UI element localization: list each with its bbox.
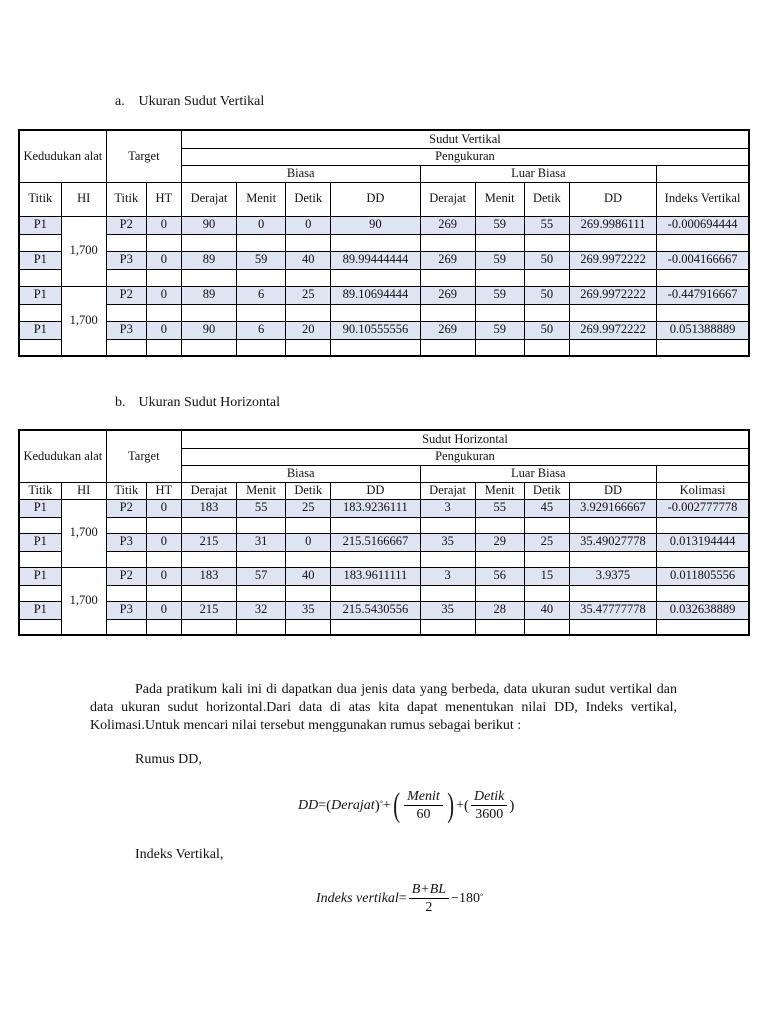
table-cell: P1 [19,216,61,234]
empty-cell [657,619,749,635]
table-cell: 269 [420,321,475,339]
table-cell: 0 [146,533,181,551]
empty-cell [569,551,656,567]
table-row [19,567,749,585]
header-empty-cell [657,465,749,482]
empty-cell [106,517,146,533]
empty-cell [475,517,524,533]
hi-cell: 1,700 [61,216,106,286]
empty-cell [237,269,286,286]
empty-cell [237,585,286,601]
table-row [19,321,749,339]
table-cell: P1 [19,321,61,339]
empty-cell [237,517,286,533]
header-sudut-horizontal: Sudut Horizontal [181,430,749,448]
fraction-menit [404,789,443,823]
table-cell: 215 [181,601,236,619]
table-cell: 269 [420,286,475,304]
empty-cell [524,269,569,286]
empty-cell [181,234,236,251]
header-pengukuran: Pengukuran [181,448,749,465]
table-row [19,286,749,304]
column-header: Derajat [420,482,475,499]
formula-iv-minus: −180 [451,891,480,906]
paren-close-icon: ) [374,797,380,814]
vertical-angle-table [18,129,750,357]
table-cell: 56 [475,567,524,585]
table-cell: 89 [181,251,236,269]
formula-dd-derajat: Derajat [331,798,375,813]
table-cell: P3 [106,321,146,339]
table-cell: 40 [286,567,331,585]
column-header: DD [331,482,420,499]
empty-cell [657,585,749,601]
empty-cell [420,619,475,635]
empty-cell [19,585,61,601]
section-b-title: Ukuran Sudut Horizontal [138,395,281,410]
empty-cell [569,339,656,356]
column-header: DD [569,482,656,499]
table-cell: 25 [286,286,331,304]
table-cell: 50 [524,321,569,339]
empty-cell [420,304,475,321]
empty-cell [181,517,236,533]
fraction-menit-den: 60 [416,807,431,822]
table-cell: P3 [106,251,146,269]
header-kedudukan-alat: Kedudukan alat [19,430,106,482]
fraction-b-bl [409,882,449,916]
table-row [19,216,749,234]
header-biasa: Biasa [181,165,420,182]
table-cell: -0.447916667 [657,286,749,304]
empty-cell [569,304,656,321]
table-cell: 90 [181,216,236,234]
empty-cell [286,585,331,601]
table-cell: 29 [475,533,524,551]
empty-cell [569,269,656,286]
table-cell: P1 [19,533,61,551]
empty-cell [106,234,146,251]
formula-dd-lhs: DD [298,798,319,813]
header-pengukuran: Pengukuran [181,148,749,165]
table-cell: 0 [286,216,331,234]
empty-cell [286,304,331,321]
fraction-detik [471,789,507,823]
table-cell: 59 [475,216,524,234]
section-b-heading [115,395,280,411]
empty-cell [569,517,656,533]
column-header: Titik [106,182,146,216]
empty-cell [286,619,331,635]
empty-cell [420,234,475,251]
table-cell: 35 [286,601,331,619]
empty-cell [524,551,569,567]
table-cell: 89 [181,286,236,304]
column-header: Titik [19,482,61,499]
table-cell: P1 [19,567,61,585]
empty-cell [569,234,656,251]
table-cell: 0 [146,216,181,234]
column-header-row [19,182,749,216]
paren-open-icon: ( [464,797,470,814]
empty-cell [106,619,146,635]
table-row [19,533,749,551]
column-header: Menit [237,482,286,499]
spacer-row [19,585,749,601]
fraction-detik-num: Detik [471,789,507,806]
column-header: HT [146,482,181,499]
empty-cell [657,551,749,567]
formula-indeks-vertikal [316,880,483,918]
table-cell: 269.9972222 [569,286,656,304]
empty-cell [286,234,331,251]
empty-cell [237,551,286,567]
table-cell: P3 [106,533,146,551]
table-cell: P1 [19,499,61,517]
empty-cell [420,551,475,567]
table-cell: 0 [237,216,286,234]
table-cell: 269.9972222 [569,321,656,339]
table-cell: 6 [237,321,286,339]
table-row [19,601,749,619]
empty-cell [331,339,420,356]
horizontal-angle-table [18,429,750,636]
empty-cell [524,517,569,533]
table-cell: 0.032638889 [657,601,749,619]
empty-cell [286,551,331,567]
empty-cell [657,304,749,321]
header-target: Target [106,430,181,482]
table-cell: P2 [106,286,146,304]
empty-cell [657,269,749,286]
spacer-row [19,619,749,635]
column-header: HI [61,182,106,216]
table-cell: 90 [331,216,420,234]
header-luar-biasa: Luar Biasa [420,465,657,482]
table-cell: 28 [475,601,524,619]
table-cell: 215.5430556 [331,601,420,619]
table-cell: 59 [475,251,524,269]
header-target: Target [106,130,181,182]
column-header: DD [331,182,420,216]
rumus-dd-label: Rumus DD, [135,752,202,767]
empty-cell [475,234,524,251]
empty-cell [19,551,61,567]
table-cell: 0 [146,251,181,269]
empty-cell [106,551,146,567]
table-cell: 55 [524,216,569,234]
empty-cell [146,551,181,567]
empty-cell [106,304,146,321]
empty-cell [106,269,146,286]
column-header: Titik [19,182,61,216]
table-cell: 0 [286,533,331,551]
empty-cell [146,339,181,356]
formula-iv-eq: = [398,891,407,906]
table-cell: 59 [475,286,524,304]
empty-cell [657,517,749,533]
column-header-row [19,482,749,499]
empty-cell [524,234,569,251]
empty-cell [146,304,181,321]
column-header: HI [61,482,106,499]
empty-cell [657,234,749,251]
column-header: Detik [524,182,569,216]
fraction-detik-den: 3600 [475,807,504,822]
formula-iv-lhs: Indeks vertikal [316,891,399,906]
table-cell: 40 [524,601,569,619]
table-cell: 50 [524,251,569,269]
paren-close-icon: ) [509,797,515,814]
column-header: Derajat [420,182,475,216]
table-cell: -0.002777778 [657,499,749,517]
column-header: Titik [106,482,146,499]
table-cell: 183 [181,499,236,517]
table-cell: P1 [19,251,61,269]
table-cell: 31 [237,533,286,551]
empty-cell [237,304,286,321]
column-header: Menit [475,182,524,216]
empty-cell [106,585,146,601]
table-cell: 3 [420,499,475,517]
degree-icon: ° [479,891,484,901]
table-cell: 55 [475,499,524,517]
empty-cell [181,269,236,286]
column-header: Derajat [181,182,236,216]
table-cell: 89.10694444 [331,286,420,304]
table-cell: 0 [146,601,181,619]
empty-cell [237,619,286,635]
header-luar-biasa: Luar Biasa [420,165,657,182]
empty-cell [569,619,656,635]
spacer-row [19,234,749,251]
table-cell: 215 [181,533,236,551]
header-empty-cell [657,165,749,182]
table-cell: 183 [181,567,236,585]
empty-cell [331,517,420,533]
table-cell: 59 [475,321,524,339]
empty-cell [331,234,420,251]
header-biasa: Biasa [181,465,420,482]
section-a-heading [115,94,264,110]
empty-cell [181,339,236,356]
empty-cell [331,269,420,286]
table-cell: 0 [146,321,181,339]
paragraph-text: Pada pratikum kali ini di dapatkan dua jenis data yang berbeda, data ukuran sudut vertikal dan data ukuran sudut horizontal.Dari data di atas kita dapat menentukan nilai DD, Indeks vertikal, Kolimasi.Untuk mencari nilai tersebut menggunakan rumus sebagai berikut : [90,682,677,733]
empty-cell [19,517,61,533]
table-cell: 89.99444444 [331,251,420,269]
table-row [19,251,749,269]
table-cell: P1 [19,286,61,304]
table-cell: 3.929166667 [569,499,656,517]
table-cell: 269 [420,251,475,269]
empty-cell [19,269,61,286]
spacer-row [19,304,749,321]
header-sudut-vertikal: Sudut Vertikal [181,130,749,148]
column-header: Detik [524,482,569,499]
table-cell: 269 [420,216,475,234]
indeks-vertikal-label: Indeks Vertikal, [135,847,224,862]
spacer-row [19,339,749,356]
table-cell: P1 [19,601,61,619]
table-cell: 35.47777778 [569,601,656,619]
table-cell: 25 [286,499,331,517]
formula-dd-eq: = [318,798,327,813]
table-cell: 57 [237,567,286,585]
table-cell: 0.011805556 [657,567,749,585]
empty-cell [524,304,569,321]
empty-cell [475,619,524,635]
empty-cell [420,585,475,601]
table-cell: 3 [420,567,475,585]
table-cell: P3 [106,601,146,619]
table-cell: 90 [181,321,236,339]
empty-cell [524,339,569,356]
column-header: Menit [237,182,286,216]
column-header: HT [146,182,181,216]
empty-cell [146,585,181,601]
table-cell: 269.9986111 [569,216,656,234]
table-cell: 269.9972222 [569,251,656,269]
empty-cell [181,619,236,635]
table-cell: -0.004166667 [657,251,749,269]
table-cell: 0 [146,499,181,517]
table-cell: 35 [420,533,475,551]
empty-cell [19,234,61,251]
empty-cell [420,517,475,533]
empty-cell [420,269,475,286]
column-header: DD [569,182,656,216]
empty-cell [286,339,331,356]
big-paren-close-icon: ) [447,787,454,824]
empty-cell [475,585,524,601]
column-header: Derajat [181,482,236,499]
empty-cell [420,339,475,356]
table-cell: 45 [524,499,569,517]
table-cell: -0.000694444 [657,216,749,234]
table-cell: 50 [524,286,569,304]
table-cell: 40 [286,251,331,269]
empty-cell [237,234,286,251]
empty-cell [657,339,749,356]
table-cell: 0.051388889 [657,321,749,339]
explanation-paragraph [90,681,677,735]
empty-cell [475,304,524,321]
empty-cell [286,517,331,533]
column-header: Kolimasi [657,482,749,499]
table-cell: 215.5166667 [331,533,420,551]
table-cell: 55 [237,499,286,517]
empty-cell [286,269,331,286]
table-cell: 59 [237,251,286,269]
empty-cell [146,619,181,635]
empty-cell [146,269,181,286]
empty-cell [475,269,524,286]
table-row [19,499,749,517]
table-cell: 183.9236111 [331,499,420,517]
column-header: Menit [475,482,524,499]
table-cell: 20 [286,321,331,339]
hi-cell: 1,700 [61,567,106,635]
table-cell: 25 [524,533,569,551]
empty-cell [475,551,524,567]
empty-cell [19,339,61,356]
fraction-b-bl-den: 2 [425,900,433,915]
spacer-row [19,551,749,567]
empty-cell [331,619,420,635]
table-cell: 15 [524,567,569,585]
section-a-title: Ukuran Sudut Vertikal [138,94,265,109]
table-cell: P2 [106,499,146,517]
empty-cell [331,551,420,567]
table-cell: 0 [146,286,181,304]
section-a-label: a. [115,94,125,109]
table-cell: 0 [146,567,181,585]
empty-cell [524,619,569,635]
spacer-row [19,269,749,286]
empty-cell [181,551,236,567]
empty-cell [524,585,569,601]
empty-cell [331,585,420,601]
hi-cell: 1,700 [61,286,106,356]
spacer-row [19,517,749,533]
empty-cell [569,585,656,601]
hi-cell: 1,700 [61,499,106,567]
empty-cell [19,304,61,321]
column-header: Detik [286,482,331,499]
empty-cell [19,619,61,635]
fraction-menit-num: Menit [404,789,443,806]
table-cell: 0.013194444 [657,533,749,551]
table-cell: 3.9375 [569,567,656,585]
big-paren-open-icon: ( [393,787,400,824]
column-header: Indeks Vertikal [657,182,749,216]
empty-cell [181,304,236,321]
empty-cell [106,339,146,356]
empty-cell [181,585,236,601]
table-cell: 35.49027778 [569,533,656,551]
section-b-label: b. [115,395,126,410]
table-cell: 183.9611111 [331,567,420,585]
table-cell: 35 [420,601,475,619]
formula-dd [298,784,514,828]
table-cell: P2 [106,216,146,234]
paren-open-icon: ( [326,797,332,814]
formula-dd-plus-1: + [382,798,391,813]
formula-dd-plus-2: + [456,798,465,813]
table-cell: 90.10555556 [331,321,420,339]
header-kedudukan-alat: Kedudukan alat [19,130,106,182]
degree-icon: ° [379,798,383,808]
table-cell: 6 [237,286,286,304]
empty-cell [146,517,181,533]
table-cell: 32 [237,601,286,619]
empty-cell [331,304,420,321]
empty-cell [146,234,181,251]
column-header: Detik [286,182,331,216]
table-cell: P2 [106,567,146,585]
empty-cell [237,339,286,356]
fraction-b-bl-num: B+BL [409,882,449,899]
empty-cell [475,339,524,356]
